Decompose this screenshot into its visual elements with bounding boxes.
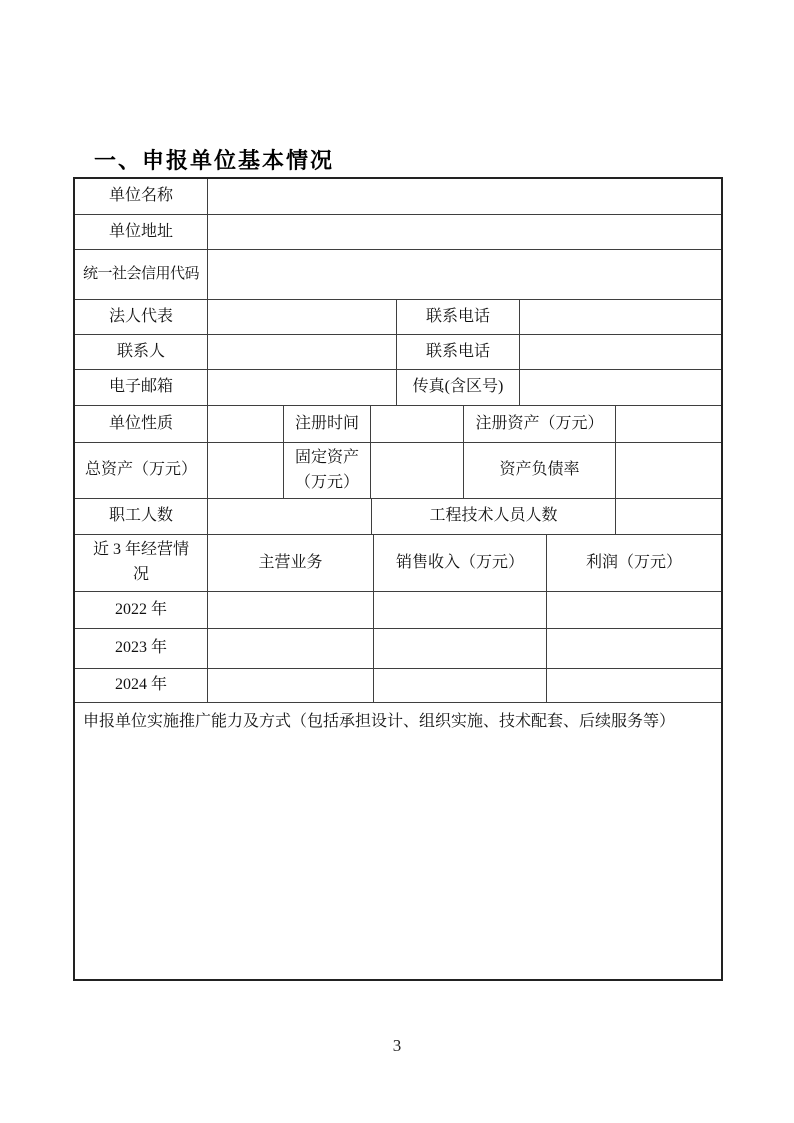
business-2024-value[interactable]	[208, 669, 374, 702]
staff-count-value[interactable]	[208, 499, 372, 534]
fax-label: 传真(含区号)	[397, 370, 520, 405]
sales-2023-value[interactable]	[374, 629, 547, 668]
credit-code-label: 统一社会信用代码	[75, 250, 208, 299]
contact-person-label: 联系人	[75, 335, 208, 369]
contact-phone-label: 联系电话	[397, 335, 520, 369]
profit-2022-value[interactable]	[547, 592, 721, 628]
row-assets	[75, 443, 721, 499]
fixed-assets-value[interactable]	[371, 443, 464, 498]
sales-2024-value[interactable]	[374, 669, 547, 702]
main-business-header: 主营业务	[208, 535, 374, 591]
row-unit-type	[75, 406, 721, 443]
row-credit-code	[75, 250, 721, 300]
reg-capital-value[interactable]	[616, 406, 721, 442]
debt-ratio-label: 资产负债率	[464, 443, 616, 498]
unit-address-label: 单位地址	[75, 215, 208, 249]
unit-name-label: 单位名称	[75, 179, 208, 214]
debt-ratio-value[interactable]	[616, 443, 721, 498]
engineer-count-value[interactable]	[616, 499, 721, 534]
page-number: 3	[392, 1036, 402, 1055]
fixed-assets-label: 固定资产（万元）	[284, 443, 371, 498]
sales-income-header: 销售收入（万元）	[374, 535, 547, 591]
year-2024-label: 2024 年	[75, 669, 208, 702]
row-unit-name	[75, 179, 721, 215]
reg-capital-label: 注册资产（万元）	[464, 406, 616, 442]
profit-2024-value[interactable]	[547, 669, 721, 702]
email-label: 电子邮箱	[75, 370, 208, 405]
business-2023-value[interactable]	[208, 629, 374, 668]
unit-type-label: 单位性质	[75, 406, 208, 442]
fax-value[interactable]	[520, 370, 721, 405]
row-year-2022	[75, 592, 721, 629]
row-year-2024	[75, 669, 721, 703]
legal-rep-phone-label: 联系电话	[397, 300, 520, 334]
row-unit-address	[75, 215, 721, 250]
profit-header: 利润（万元）	[585, 553, 682, 571]
legal-rep-value[interactable]	[208, 300, 397, 334]
capability-label: 申报单位实施推广能力及方式（包括承担设计、组织实施、技术配套、后续服务等）	[83, 713, 676, 730]
business-2022-value[interactable]	[208, 592, 374, 628]
engineer-count-label: 工程技术人员人数	[372, 499, 616, 534]
contact-person-value[interactable]	[208, 335, 397, 369]
recent-3y-label: 近 3 年经营情况	[75, 535, 208, 591]
year-2023-label: 2023 年	[75, 629, 208, 668]
sales-2022-value[interactable]	[374, 592, 547, 628]
total-assets-value[interactable]	[208, 443, 284, 498]
row-recent-3y-header	[75, 535, 721, 592]
unit-address-value[interactable]	[208, 215, 721, 249]
profit-2023-value[interactable]	[547, 629, 721, 668]
reg-time-value[interactable]	[371, 406, 464, 442]
unit-name-value[interactable]	[208, 179, 721, 214]
section-title: 一、申报单位基本情况	[94, 148, 335, 173]
row-legal-rep	[75, 300, 721, 335]
unit-type-value[interactable]	[208, 406, 284, 442]
row-contact-person	[75, 335, 721, 370]
row-capability	[75, 703, 721, 979]
row-email-fax	[75, 370, 721, 406]
total-assets-label: 总资产（万元）	[75, 443, 208, 498]
row-staff	[75, 499, 721, 535]
legal-rep-phone-value[interactable]	[520, 300, 721, 334]
reg-time-label: 注册时间	[284, 406, 371, 442]
row-year-2023	[75, 629, 721, 669]
applicant-info-table	[73, 177, 723, 981]
email-value[interactable]	[208, 370, 397, 405]
legal-rep-label: 法人代表	[75, 300, 208, 334]
capability-cell[interactable]	[75, 703, 721, 979]
credit-code-value[interactable]	[208, 250, 721, 299]
contact-phone-value[interactable]	[520, 335, 721, 369]
staff-count-label: 职工人数	[75, 499, 208, 534]
year-2022-label: 2022 年	[75, 592, 208, 628]
